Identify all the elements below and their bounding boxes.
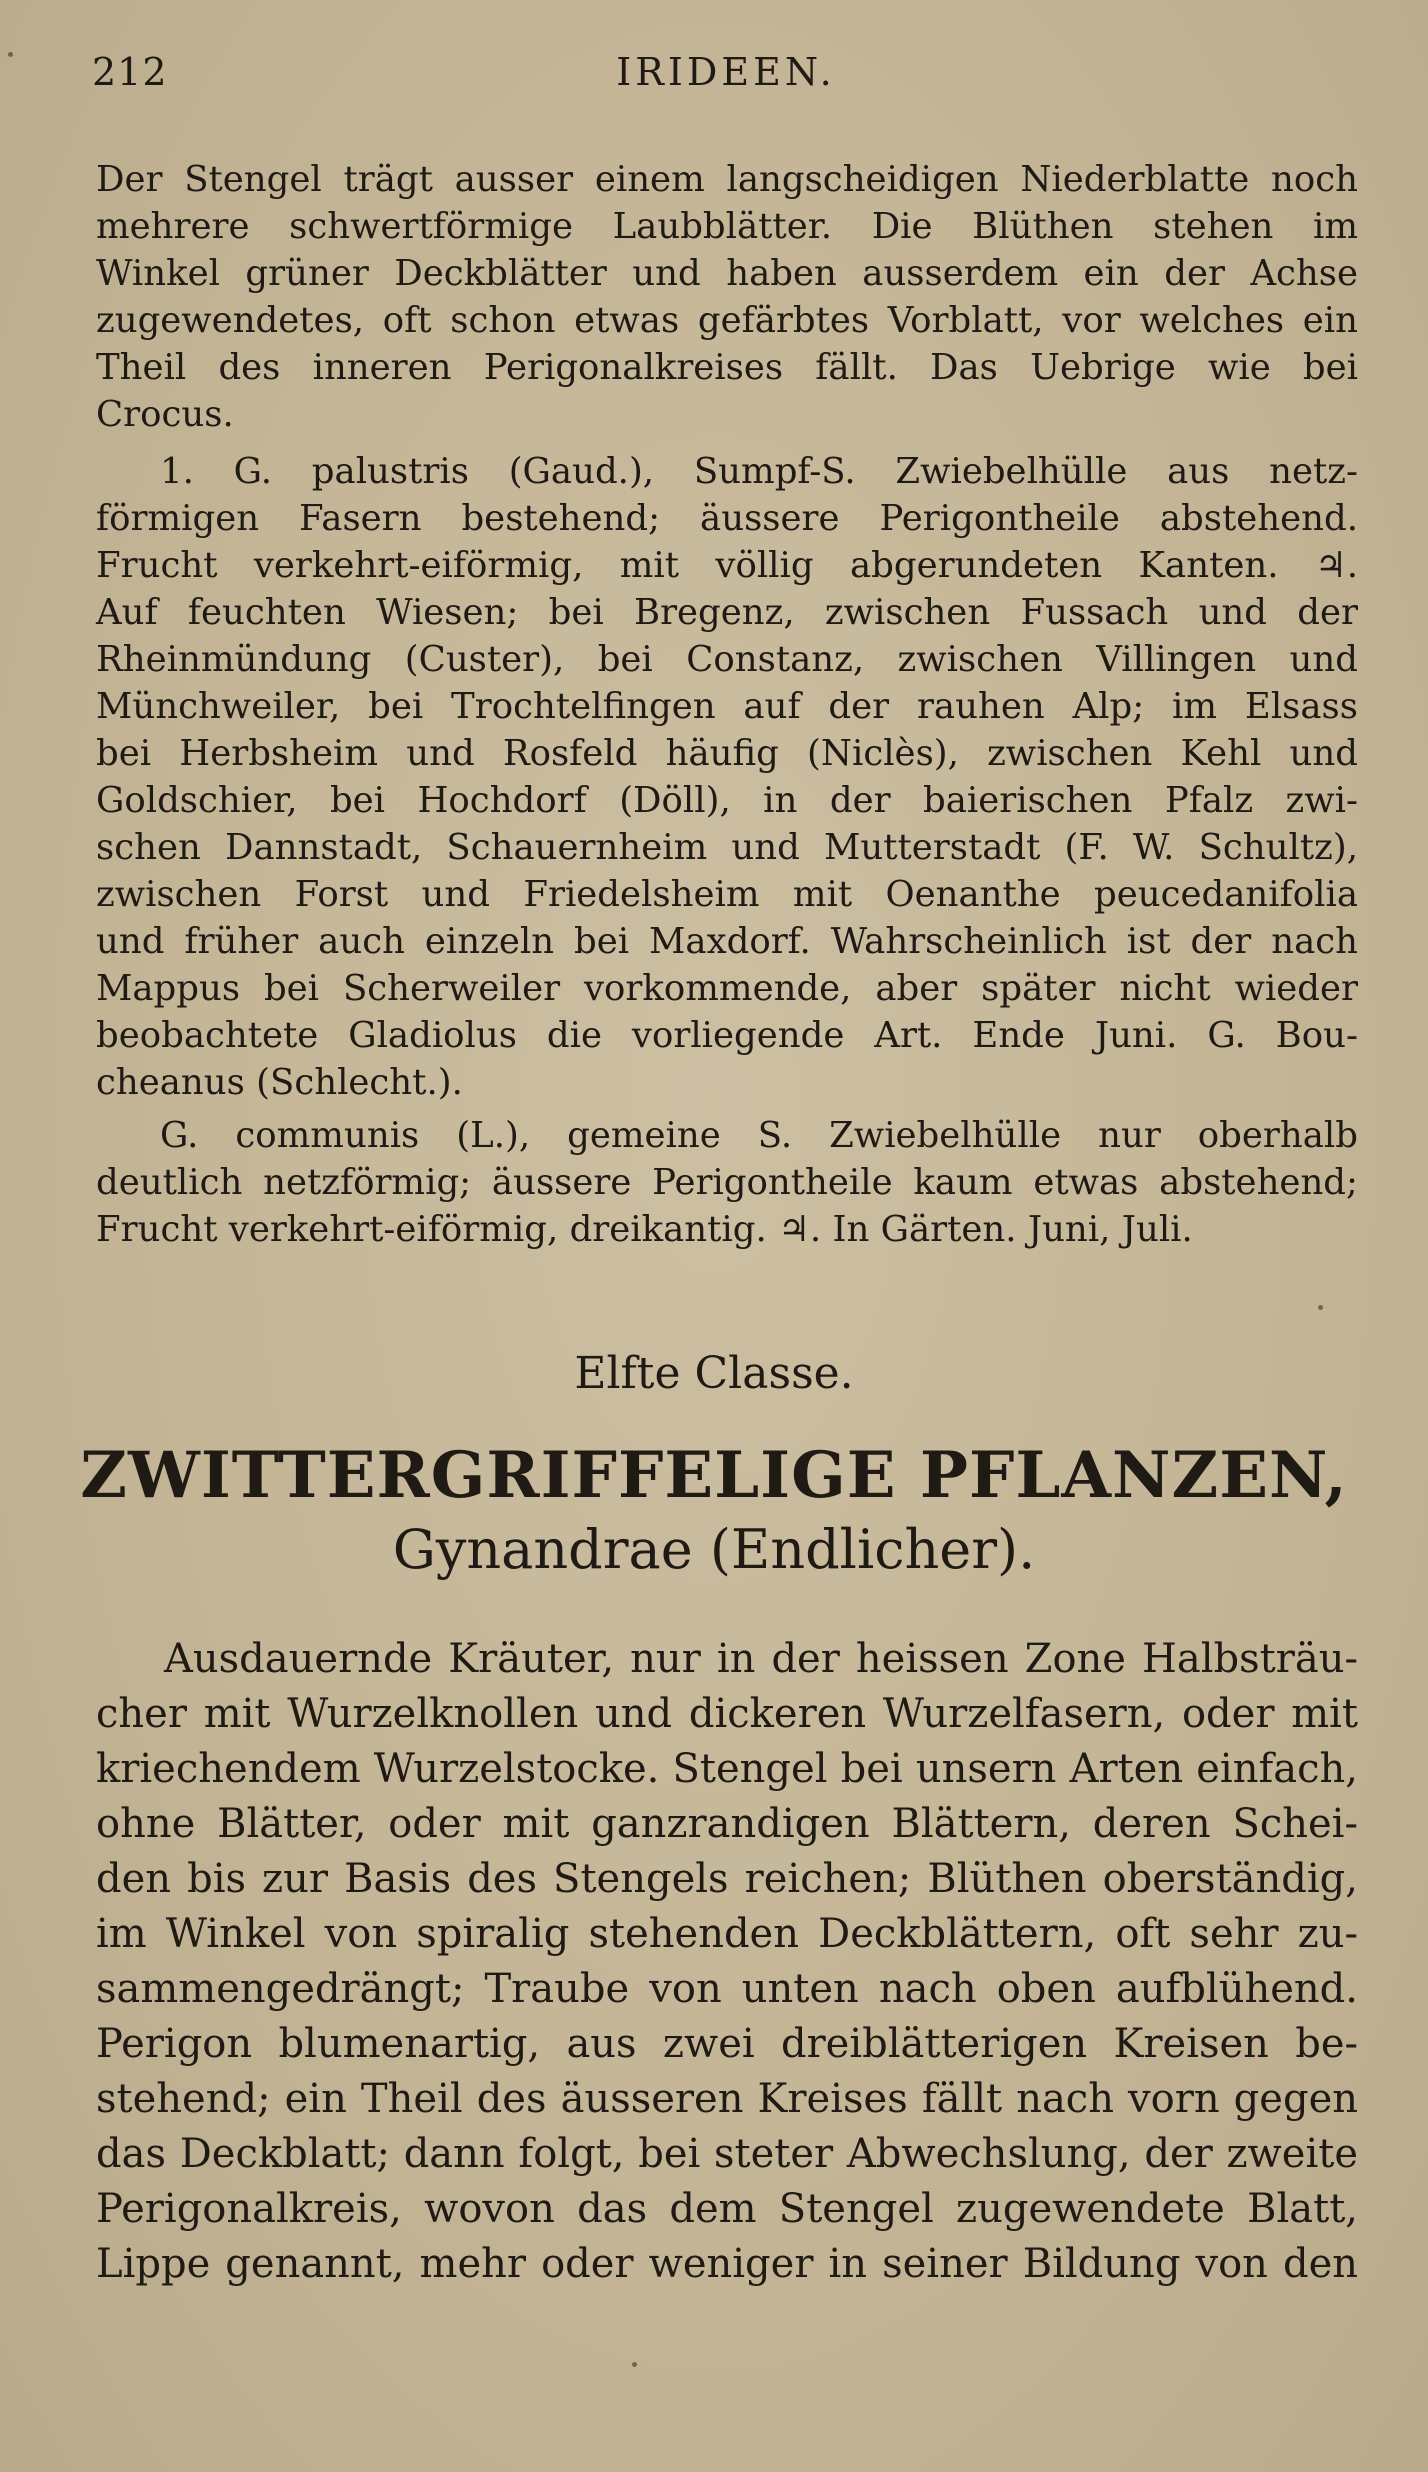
print-speck: [1318, 1305, 1323, 1310]
text-line: und früher auch einzeln bei Maxdorf. Wahrscheinlich ist der nach: [96, 921, 1358, 962]
text-line: deutlich netzförmig; äussere Perigontheile kaum etwas abstehend;: [96, 1162, 1358, 1203]
text-line: sammengedrängt; Traube von unten nach oben aufblühend.: [96, 1966, 1358, 2012]
text-line: Goldschier, bei Hochdorf (Döll), in der baierischen Pfalz zwi-: [96, 780, 1358, 821]
text-line: Münchweiler, bei Trochtelfingen auf der rauhen Alp; im Elsass: [96, 686, 1358, 727]
text-line: Perigon blumenartig, aus zwei dreiblätterigen Kreisen be-: [96, 2021, 1358, 2067]
text-line: Der Stengel trägt ausser einem langscheidigen Niederblatte noch: [96, 159, 1358, 200]
text-line: zugewendetes, oft schon etwas gefärbtes Vorblatt, vor welches ein: [96, 300, 1358, 341]
text-line: mehrere schwertförmige Laubblätter. Die Blüthen stehen im: [96, 206, 1358, 247]
text-line: Frucht verkehrt-eiförmig, mit völlig abgerundeten Kanten. ♃.: [96, 545, 1358, 586]
species-heading-communis: G. communis (L.), gemeine S. Zwiebelhülle nur oberhalb: [160, 1115, 1358, 1156]
text-line: zwischen Forst und Friedelsheim mit Oenanthe peucedanifolia: [96, 874, 1358, 915]
text-line: cher mit Wurzelknollen und dickeren Wurzelfasern, oder mit: [96, 1691, 1358, 1737]
text-line: Ausdauernde Kräuter, nur in der heissen Zone Halbsträu-: [164, 1636, 1358, 1682]
text-line: Winkel grüner Deckblätter und haben ausserdem ein der Achse: [96, 253, 1358, 294]
section-subtitle: Gynandrae (Endlicher).: [392, 1518, 1036, 1581]
text-line: Frucht verkehrt-eiförmig, dreikantig. ♃. In Gärten. Juni, Juli.: [96, 1209, 1193, 1250]
page-number: 212: [92, 50, 168, 94]
text-line: kriechendem Wurzelstocke. Stengel bei unsern Arten einfach,: [96, 1746, 1358, 1792]
text-line: ohne Blätter, oder mit ganzrandigen Blättern, deren Schei-: [96, 1801, 1358, 1847]
text-line: Theil des inneren Perigonalkreises fällt. Das Uebrige wie bei: [96, 347, 1358, 388]
print-speck: [8, 52, 13, 57]
text-line: beobachtete Gladiolus die vorliegende Art. Ende Juni. G. Bou-: [96, 1015, 1358, 1056]
text-line: Auf feuchten Wiesen; bei Bregenz, zwischen Fussach und der: [96, 592, 1358, 633]
text-line: cheanus (Schlecht.).: [96, 1062, 463, 1103]
print-speck: [632, 2362, 637, 2367]
section-title: ZWITTERGRIFFELIGE PFLANZEN,: [80, 1438, 1348, 1513]
running-title: IRIDEEN.: [616, 50, 836, 94]
text-line: Perigonalkreis, wovon das dem Stengel zugewendete Blatt,: [96, 2186, 1358, 2232]
text-line: das Deckblatt; dann folgt, bei steter Abwechslung, der zweite: [96, 2131, 1358, 2177]
text-line: förmigen Fasern bestehend; äussere Perigontheile abstehend.: [96, 498, 1358, 539]
text-line: Rheinmündung (Custer), bei Constanz, zwischen Villingen und: [96, 639, 1358, 680]
running-header: [92, 50, 1360, 110]
class-label: Elfte Classe.: [574, 1348, 854, 1399]
text-line: den bis zur Basis des Stengels reichen; Blüthen oberständig,: [96, 1856, 1358, 1902]
text-line: Lippe genannt, mehr oder weniger in seiner Bildung von den: [96, 2241, 1358, 2287]
text-line: stehend; ein Theil des äusseren Kreises fällt nach vorn gegen: [96, 2076, 1358, 2122]
text-line: Crocus.: [96, 394, 234, 435]
text-line: Mappus bei Scherweiler vorkommende, aber später nicht wieder: [96, 968, 1358, 1009]
text-line: bei Herbsheim und Rosfeld häufig (Niclès), zwischen Kehl und: [96, 733, 1358, 774]
text-line: schen Dannstadt, Schauernheim und Mutterstadt (F. W. Schultz),: [96, 827, 1358, 868]
text-line: im Winkel von spiralig stehenden Deckblättern, oft sehr zu-: [96, 1911, 1358, 1957]
species-heading-palustris: 1. G. palustris (Gaud.), Sumpf-S. Zwiebelhülle aus netz-: [160, 451, 1358, 492]
